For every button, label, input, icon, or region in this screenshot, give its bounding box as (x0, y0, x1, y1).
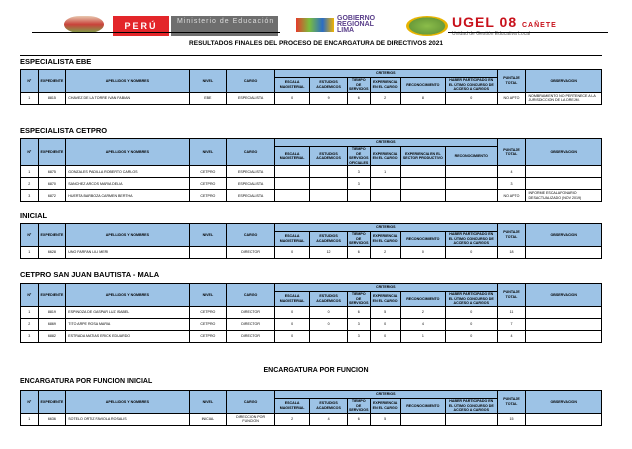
header-row (21, 70, 602, 78)
col-header-nro: Nº (21, 224, 39, 247)
cell-obs (526, 166, 602, 178)
col-header-cargo: CARGO (227, 139, 275, 166)
cell-exp: 6882 (38, 330, 66, 342)
title-divider (300, 55, 602, 56)
col-header-nro: Nº (21, 70, 39, 93)
results-table-mala (20, 283, 602, 343)
col-header-expediente: EXPEDIENTE (38, 224, 66, 247)
header-divider (448, 32, 608, 33)
cell-exp: 6628 (38, 246, 66, 258)
col-header-estudios: ESTUDIOS ACADEMICOS (310, 78, 348, 93)
cell-c2: 9 (310, 92, 348, 104)
cell-c1: 0 (275, 330, 310, 342)
col-header-reconocimiento: RECONOCIMIENTO (400, 232, 445, 247)
cell-nombre: UNO FARFAN LILI MERI (66, 246, 189, 258)
cell-nivel: CETPRO (189, 166, 227, 178)
cell-c4 (370, 178, 400, 190)
cell-nro: 2 (21, 178, 39, 190)
col-header-cargo: CARGO (227, 224, 275, 247)
col-header-nivel: NIVEL (189, 139, 227, 166)
col-header-reconocimiento: RECONOCIMIENTO (400, 78, 445, 93)
cell-total: 3 (497, 178, 526, 190)
table-row (21, 413, 602, 425)
col-header-criterios: CRITERIOS (275, 70, 498, 78)
cell-exp: 6636 (38, 413, 66, 425)
cell-total: 15 (497, 413, 526, 425)
gobierno-regional-logo (296, 18, 334, 32)
cell-cargo: DIRECTOR (227, 246, 275, 258)
col-header-cargo: CARGO (227, 70, 275, 93)
col-header-criterios: CRITERIOS (275, 139, 498, 147)
col-header-puntaje: PUNTAJE TOTAL (497, 70, 526, 93)
col-header-puntaje: PUNTAJE TOTAL (497, 391, 526, 414)
table-row (21, 318, 602, 330)
cell-obs (526, 246, 602, 258)
col-header-estudios: ESTUDIOS ACADEMICOS (310, 147, 348, 166)
cell-c1 (275, 190, 310, 202)
cell-obs (526, 413, 602, 425)
cell-c2 (310, 190, 348, 202)
col-header-experiencia: EXPERIENCIA EN EL CARGO (370, 232, 400, 247)
cell-c6 (445, 178, 497, 190)
col-header-reconocimiento: RECONOCIMIENTO (400, 292, 445, 307)
cell-total: 18 (497, 246, 526, 258)
cell-total: NO APTO (497, 190, 526, 202)
cell-obs (526, 330, 602, 342)
cell-nombre: TITO ARPE ROSA MARIA (66, 318, 189, 330)
national-shield-logo (64, 16, 104, 33)
col-header-haber: HABER PARTICIPADO EN EL ÚTIMO CONCURSO DE ACCESO A CARGOS (445, 292, 497, 307)
col-header-nombres: APELLIDOS Y NOMBRES (66, 70, 189, 93)
header-row (21, 224, 602, 232)
col-header-estudios: ESTUDIOS ACADEMICOS (310, 232, 348, 247)
col-header-nivel: NIVEL (189, 224, 227, 247)
results-table-cetpro (20, 138, 602, 202)
section-heading-funcion: ENCARGATURA POR FUNCION (263, 367, 369, 374)
table-row (21, 178, 602, 190)
cell-c5: 0 (400, 246, 445, 258)
cell-nivel: CETPRO (189, 318, 227, 330)
cell-cargo: ESPECIALISTA (227, 178, 275, 190)
cell-nombre: CHAVEZ DE LA TORRE IVAN FABIAN (66, 92, 189, 104)
cell-cargo: DIRECCION POR FUNCION (227, 413, 275, 425)
cell-nivel: CETPRO (189, 306, 227, 318)
cell-cargo: ESPECIALISTA (227, 190, 275, 202)
col-header-criterios: CRITERIOS (275, 391, 498, 399)
cell-nombre: GONZALES PADILLA ROBERTO CARLOS (66, 166, 189, 178)
cell-nivel: CETPRO (189, 330, 227, 342)
col-header-nro: Nº (21, 139, 39, 166)
title-divider (20, 55, 302, 56)
cell-c5: 8 (400, 92, 445, 104)
col-header-nombres: APELLIDOS Y NOMBRES (66, 284, 189, 307)
cell-c4: 2 (370, 92, 400, 104)
cell-c2: 4 (310, 413, 348, 425)
cell-cargo: ESPECIALISTA (227, 92, 275, 104)
col-header-puntaje: PUNTAJE TOTAL (497, 284, 526, 307)
col-header-nivel: NIVEL (189, 391, 227, 414)
cell-c4: 1 (370, 166, 400, 178)
cell-c6: 0 (445, 330, 497, 342)
cell-cargo: DIRECTOR (227, 330, 275, 342)
cell-obs (526, 318, 602, 330)
cell-nombre: ESPINOZA DE GASPAR LUZ ISABEL (66, 306, 189, 318)
col-header-haber: HABER PARTICIPADO EN EL ÚTIMO CONCURSO DE ACCESO A CARGOS (445, 399, 497, 414)
cell-c5 (400, 178, 445, 190)
col-header-puntaje: PUNTAJE TOTAL (497, 224, 526, 247)
cell-exp: 8819 (38, 306, 66, 318)
col-header-tiempo: TIEMPO DE SERVICIOS (348, 292, 369, 306)
section-title-cetpro: ESPECIALISTA CETPRO (20, 126, 108, 135)
col-header-reconocimiento: RECONOCIMIENTO (445, 147, 497, 166)
cell-total: 11 (497, 306, 526, 318)
cell-c1: 2 (275, 413, 310, 425)
cell-c3: 6 (347, 306, 370, 318)
cell-c2: 0 (310, 318, 348, 330)
col-header-tiempo: TIEMPO DE SERVICIOS (348, 78, 369, 92)
header-row (21, 391, 602, 399)
cell-nivel (189, 246, 227, 258)
cell-c6 (445, 413, 497, 425)
gobierno-regional-label: GOBIERNO REGIONAL LIMA (337, 15, 376, 34)
cell-c2 (310, 178, 348, 190)
cell-cargo: DIRECTOR (227, 318, 275, 330)
cell-c5 (400, 166, 445, 178)
cell-nro: 3 (21, 190, 39, 202)
cell-c6 (445, 190, 497, 202)
ugel-logo-text (452, 14, 557, 30)
col-header-observacion: OBSERVACION (526, 70, 602, 93)
cell-c4 (370, 190, 400, 202)
header-divider (32, 32, 280, 33)
cell-c4: 5 (370, 413, 400, 425)
col-header-escala: ESCALA MAGISTERIAL (275, 147, 310, 166)
cell-cargo: DIRECTOR (227, 306, 275, 318)
ugel-label: UGEL 08 (452, 14, 518, 30)
cell-c6: 0 (445, 318, 497, 330)
table-row (21, 246, 602, 258)
col-header-expediente: EXPEDIENTE (38, 139, 66, 166)
cell-nivel: CETPRO (189, 178, 227, 190)
col-header-nivel: NIVEL (189, 70, 227, 93)
col-header-observacion: OBSERVACION (526, 224, 602, 247)
cell-nro: 1 (21, 306, 39, 318)
cell-c1: 0 (275, 92, 310, 104)
cell-nombre: SANCHEZ ARCOS MARIA DELIA (66, 178, 189, 190)
cell-total: NO APTO (497, 92, 526, 104)
results-table-inicial (20, 223, 602, 259)
cell-c1: 0 (275, 318, 310, 330)
cell-c1: 0 (275, 246, 310, 258)
col-header-reconocimiento: RECONOCIMIENTO (400, 399, 445, 414)
cell-total: 7 (497, 318, 526, 330)
cell-c5 (400, 413, 445, 425)
cell-c5: 2 (400, 306, 445, 318)
cell-nro: 2 (21, 318, 39, 330)
ugel-emblem (406, 16, 448, 36)
ugel-city: CAÑETE (522, 22, 557, 29)
col-header-expediente: EXPEDIENTE (38, 70, 66, 93)
cell-c1 (275, 166, 310, 178)
col-header-nro: Nº (21, 284, 39, 307)
cell-cargo: ESPECIALISTA (227, 166, 275, 178)
col-header-tiempo: TIEMPO DE SERVICIOS (348, 232, 369, 246)
col-header-puntaje: PUNTAJE TOTAL (497, 139, 526, 166)
cell-c3: 3 (347, 318, 370, 330)
col-header-observacion: OBSERVACION (526, 139, 602, 166)
table-row (21, 306, 602, 318)
cell-obs: INFORME ESCALAFONARIO DESACTUALIZADO (NOV 2019) (526, 190, 602, 202)
col-header-observacion: OBSERVACION (526, 391, 602, 414)
header-row (21, 284, 602, 292)
results-table-ebe (20, 69, 602, 105)
cell-nro: 1 (21, 246, 39, 258)
cell-nivel: INICIAL (189, 413, 227, 425)
cell-obs (526, 306, 602, 318)
header-row (21, 139, 602, 147)
cell-c2 (310, 166, 348, 178)
cell-c6 (445, 166, 497, 178)
cell-exp: 6872 (38, 190, 66, 202)
cell-c3: 3 (347, 166, 370, 178)
col-header-experiencia: EXPERIENCIA EN EL CARGO (370, 147, 400, 166)
cell-nro: 1 (21, 413, 39, 425)
col-header-nombres: APELLIDOS Y NOMBRES (66, 224, 189, 247)
cell-total: 4 (497, 166, 526, 178)
col-header-criterios: CRITERIOS (275, 224, 498, 232)
cell-c5 (400, 190, 445, 202)
section-title-mala: CETPRO SAN JUAN BAUTISTA - MALA (20, 270, 160, 279)
cell-exp: 8815 (38, 92, 66, 104)
cell-nivel: EBE (189, 92, 227, 104)
col-header-estudios: ESTUDIOS ACADEMICOS (310, 292, 348, 307)
table-row (21, 190, 602, 202)
section-title-inicial: INICIAL (20, 211, 48, 220)
cell-c3: 3 (347, 330, 370, 342)
cell-exp: 6875 (38, 166, 66, 178)
minedu-logo: Ministerio de Educación (171, 16, 278, 36)
peru-logo: PERÚ (113, 16, 169, 36)
cell-obs (526, 178, 602, 190)
cell-total: 4 (497, 330, 526, 342)
col-header-experiencia: EXPERIENCIA EN EL CARGO (370, 292, 400, 307)
cell-exp: 6870 (38, 178, 66, 190)
cell-nro: 3 (21, 330, 39, 342)
col-header-haber: HABER PARTICIPADO EN EL ÚTIMO CONCURSO DE ACCESO A CARGOS (445, 232, 497, 247)
col-header-estudios: ESTUDIOS ACADEMICOS (310, 399, 348, 414)
cell-c2: 0 (310, 306, 348, 318)
cell-nombre: HUERTA BARBOZA CARMEN BERTHA (66, 190, 189, 202)
col-header-tiempo: TIEMPO DE SERVICIOS (348, 399, 369, 413)
col-header-escala: ESCALA MAGISTERIAL (275, 399, 310, 414)
section-title-ebe: ESPECIALISTA EBE (20, 57, 92, 66)
cell-c6: 0 (445, 92, 497, 104)
cell-nro: 1 (21, 166, 39, 178)
cell-c2 (310, 330, 348, 342)
col-header-expediente: EXPEDIENTE (38, 284, 66, 307)
cell-c4: 0 (370, 330, 400, 342)
cell-nivel: CETPRO (189, 190, 227, 202)
cell-c5: 1 (400, 330, 445, 342)
col-header-expediente: EXPEDIENTE (38, 391, 66, 414)
col-header-cargo: CARGO (227, 391, 275, 414)
col-header-observacion: OBSERVACION (526, 284, 602, 307)
col-header-exp-sector: EXPERIENCIA EN EL SECTOR PRODUCTIVO (400, 147, 445, 166)
col-header-experiencia: EXPERIENCIA EN EL CARGO (370, 399, 400, 414)
col-header-tiempo-oficiales: TIEMPO DE SERVICIOS OFICIALES (348, 147, 369, 165)
col-header-criterios: CRITERIOS (275, 284, 498, 292)
cell-c2: 12 (310, 246, 348, 258)
results-table-funcion (20, 390, 602, 426)
ugel-subtitle: Unidad de Gestión Educativa Local (452, 31, 531, 37)
cell-c3: 6 (347, 413, 370, 425)
cell-c4: 2 (370, 246, 400, 258)
col-header-haber: HABER PARTICIPADO EN EL ÚTIMO CONCURSO DE ACCESO A CARGOS (445, 78, 497, 93)
table-row (21, 92, 602, 104)
cell-obs: NOMBRAMIENTO NO PERTENECE A LA JURISDICCION DE LA DREJM. (526, 92, 602, 104)
cell-exp: 6869 (38, 318, 66, 330)
cell-nro: 1 (21, 92, 39, 104)
col-header-nombres: APELLIDOS Y NOMBRES (66, 139, 189, 166)
col-header-experiencia: EXPERIENCIA EN EL CARGO (370, 78, 400, 93)
col-header-nivel: NIVEL (189, 284, 227, 307)
col-header-escala: ESCALA MAGISTERIAL (275, 292, 310, 307)
col-header-nro: Nº (21, 391, 39, 414)
section-title-funcion: ENCARGATURA POR FUNCION INICIAL (20, 378, 153, 385)
document-title: RESULTADOS FINALES DEL PROCESO DE ENCARGATURA DE DIRECTIVOS 2021 (189, 40, 443, 47)
cell-nombre: ESTRADA MATIAS ERICK EDUARDO (66, 330, 189, 342)
cell-c3: 6 (347, 92, 370, 104)
col-header-escala: ESCALA MAGISTERIAL (275, 78, 310, 93)
cell-c3: 3 (347, 178, 370, 190)
cell-c4: 0 (370, 318, 400, 330)
cell-c1: 0 (275, 306, 310, 318)
col-header-cargo: CARGO (227, 284, 275, 307)
col-header-escala: ESCALA MAGISTERIAL (275, 232, 310, 247)
table-row (21, 166, 602, 178)
cell-c6: 0 (445, 306, 497, 318)
col-header-nombres: APELLIDOS Y NOMBRES (66, 391, 189, 414)
cell-c3 (347, 190, 370, 202)
cell-c4: 5 (370, 306, 400, 318)
table-row (21, 330, 602, 342)
cell-c6: 0 (445, 246, 497, 258)
cell-nombre: SOTELO ORTIZ FAVIOLA ROSALIS (66, 413, 189, 425)
cell-c3: 6 (347, 246, 370, 258)
cell-c1 (275, 178, 310, 190)
cell-c5: 4 (400, 318, 445, 330)
